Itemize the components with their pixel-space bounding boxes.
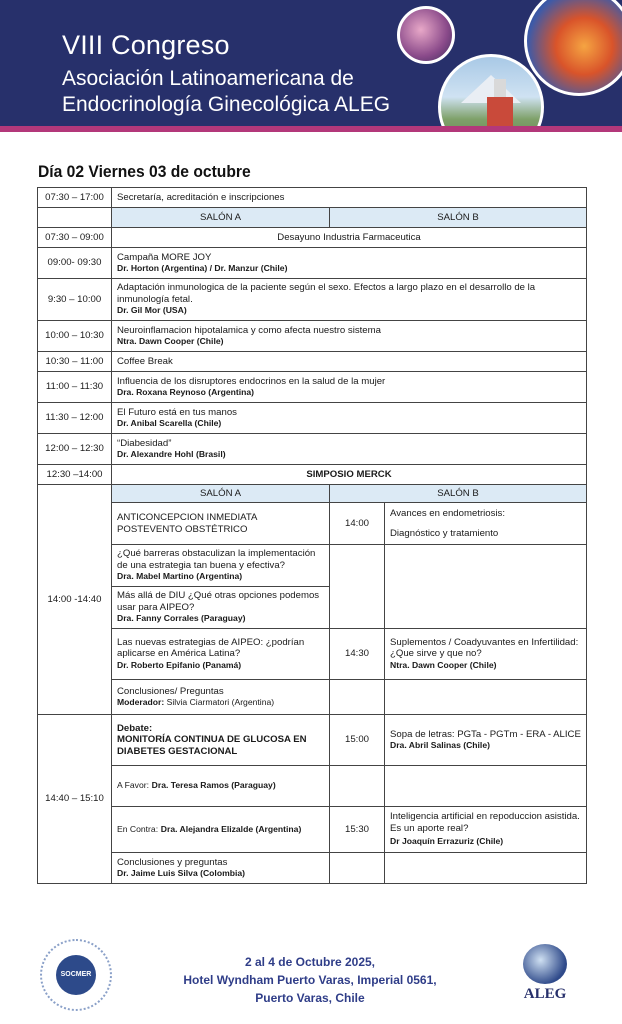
church-tower-shape — [494, 79, 506, 99]
session-title: Suplementos / Coadyuvantes en Infertilidad: ¿Que sirve y que no? — [390, 636, 579, 660]
speaker: Dr. Alexandre Hohl (Brasil) — [117, 449, 226, 459]
day-title: Día 02 Viernes 03 de octubre — [38, 162, 251, 181]
speaker: Dr. Jaime Luis Silva (Colombia) — [117, 868, 245, 878]
session-title: Conclusiones/ Preguntas — [117, 685, 224, 697]
table-row — [38, 403, 587, 434]
event-dates: 2 al 4 de Octubre 2025, — [244, 955, 376, 969]
aleg-logo — [515, 942, 575, 1006]
header-banner — [0, 0, 622, 130]
socmer-label: SOCMER — [56, 955, 96, 995]
debate-label: Debate: — [117, 722, 153, 734]
table-row — [38, 503, 587, 545]
room-header-row — [38, 485, 587, 503]
event-info — [150, 953, 470, 1007]
table-row — [38, 853, 587, 884]
socmer-logo — [40, 939, 112, 1011]
time-cell: 9:30 – 10:00 — [38, 279, 112, 321]
room-b-time: 15:30 — [330, 807, 385, 853]
session-subtitle: Diagnóstico y tratamiento — [390, 528, 499, 539]
time-cell: 09:00- 09:30 — [38, 248, 112, 279]
speaker: Dra. Teresa Ramos (Paraguay) — [151, 780, 276, 791]
aleg-label: ALEG — [523, 986, 567, 1002]
header-stripe — [0, 126, 622, 132]
globe-icon — [523, 944, 567, 984]
table-row — [38, 279, 587, 321]
contra-label: En Contra: — [117, 823, 159, 834]
session-title: Más allá de DIU ¿Qué otras opciones podemos usar para AIPEO? — [117, 590, 320, 613]
time-cell: 14:00 -14:40 — [38, 485, 112, 715]
speaker: Dr. Gil Mor (USA) — [117, 305, 187, 316]
session-title: Sopa de letras: PGTa - PGTm - ERA - ALICE — [390, 728, 581, 740]
moderator-label: Moderador: — [117, 697, 165, 707]
speaker: Ntra. Dawn Cooper (Chile) — [390, 659, 497, 670]
speaker: Dra. Roxana Reynoso (Argentina) — [117, 387, 255, 397]
session-title: El Futuro está en tus manos — [117, 406, 237, 418]
table-row — [38, 545, 587, 587]
table-row — [38, 434, 587, 465]
room-header-row — [38, 208, 587, 228]
speaker: Dr. Horton (Argentina) / Dr. Manzur (Chile) — [117, 263, 288, 273]
event-venue: Hotel Wyndham Puerto Varas, Imperial 0561, — [183, 973, 437, 987]
event-city: Puerto Varas, Chile — [255, 991, 365, 1005]
speaker: Dra. Abril Salinas (Chile) — [390, 740, 490, 750]
time-cell: 10:00 – 10:30 — [38, 321, 112, 352]
room-a-header: SALÓN A — [112, 208, 330, 228]
session-title: Secretaría, acreditación e inscripciones — [112, 188, 587, 208]
session-title: Campaña MORE JOY — [117, 251, 212, 263]
speaker: Dr Joaquín Errazuriz (Chile) — [390, 836, 504, 847]
room-b-time: 14:00 — [330, 503, 385, 545]
table-row — [38, 807, 587, 853]
session-title: “Diabesidad” — [117, 437, 172, 449]
table-row — [38, 629, 587, 680]
speaker: Dra. Fanny Corrales (Paraguay) — [117, 613, 246, 624]
time-cell: 12:30 –14:00 — [38, 465, 112, 485]
session-title: ANTICONCEPCION INMEDIATA POSTEVENTO OBSTÉTRICO — [112, 503, 330, 545]
session-title: MONITORÍA CONTINUA DE GLUCOSA EN DIABETES GESTACIONAL — [117, 734, 307, 757]
thyroid-image — [524, 0, 622, 96]
congress-title: VIII Congreso — [62, 30, 230, 60]
room-b-header: SALÓN B — [330, 208, 587, 228]
room-a-header: SALÓN A — [112, 485, 330, 503]
session-title: Desayuno Industria Farmaceutica — [112, 228, 587, 248]
session-title: Influencia de los disruptores endocrinos en la salud de la mujer — [117, 375, 386, 387]
room-b-time: 14:30 — [330, 629, 385, 680]
time-cell: 07:30 – 09:00 — [38, 228, 112, 248]
speaker: Dr. Anibal Scarella (Chile) — [117, 418, 222, 428]
table-row — [38, 188, 587, 208]
schedule-table — [37, 187, 587, 884]
time-cell: 07:30 – 17:00 — [38, 188, 112, 208]
speaker: Dra. Alejandra Elizalde (Argentina) — [160, 823, 302, 834]
speaker: Dr. Roberto Epifanio (Panamá) — [117, 659, 242, 670]
room-b-header: SALÓN B — [330, 485, 587, 503]
session-title: Adaptación inmunologica de la paciente según el sexo. Efectos a largo plazo en el desarrollo de la inmunología fetal. — [117, 282, 536, 305]
speaker: Ntra. Dawn Cooper (Chile) — [117, 336, 224, 346]
session-title: Neuroinflamacion hipotalamica y como afecta nuestro sistema — [117, 324, 381, 336]
puerto-varas-image — [438, 54, 544, 130]
speaker: Silvia Ciarmatori (Argentina) — [166, 697, 275, 707]
table-row — [38, 680, 587, 715]
table-row — [38, 372, 587, 403]
time-cell: 10:30 – 11:00 — [38, 352, 112, 372]
cell-image — [397, 6, 455, 64]
symposium-title: SIMPOSIO MERCK — [306, 468, 392, 480]
speaker: Dra. Mabel Martino (Argentina) — [117, 571, 243, 582]
session-title: ¿Qué barreras obstaculizan la implementación de una estrategia tan buena y efectiva? — [117, 548, 316, 571]
table-row — [38, 465, 587, 485]
time-cell: 12:00 – 12:30 — [38, 434, 112, 465]
session-title: Conclusiones y preguntas — [117, 856, 228, 868]
time-cell: 11:00 – 11:30 — [38, 372, 112, 403]
table-row — [38, 228, 587, 248]
table-row — [38, 321, 587, 352]
session-title: Inteligencia artificial en repoduccion asistida. Es un aporte real? — [390, 811, 580, 834]
table-row — [38, 352, 587, 372]
session-title: Las nuevas estrategias de AIPEO: ¿podrían aplicarse en América Latina? — [117, 636, 305, 660]
favor-label: A Favor: — [117, 780, 149, 791]
association-title: Asociación Latinoamericana de Endocrinología Ginecológica ALEG — [62, 67, 391, 116]
table-row — [38, 766, 587, 807]
time-cell: 14:40 – 15:10 — [38, 715, 112, 884]
room-b-time: 15:00 — [330, 715, 385, 766]
table-row — [38, 248, 587, 279]
session-title: Avances en endometriosis: — [390, 507, 506, 519]
session-title: Coffee Break — [112, 352, 587, 372]
time-cell: 11:30 – 12:00 — [38, 403, 112, 434]
table-row — [38, 715, 587, 766]
